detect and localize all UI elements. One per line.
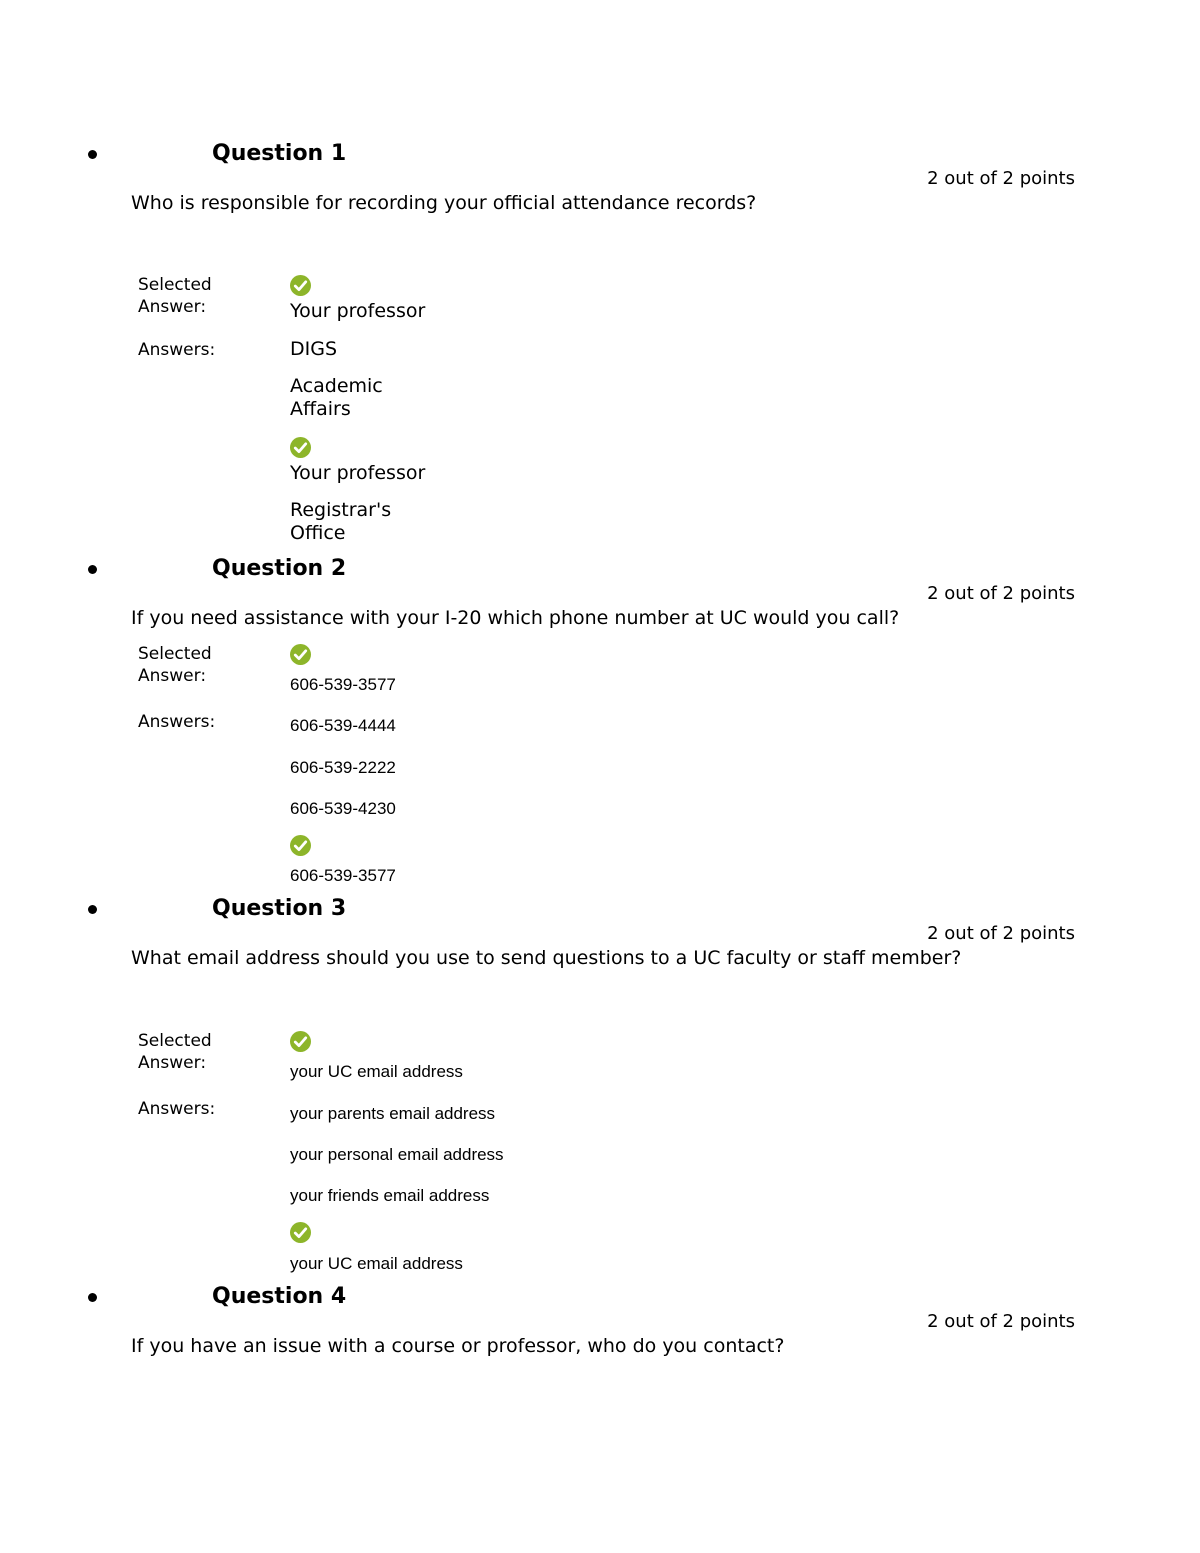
question-title: Question 2 bbox=[212, 556, 347, 581]
answer-option: Academic Affairs bbox=[290, 375, 383, 420]
answer-option: 606-539-4444 bbox=[290, 716, 396, 735]
correct-check-icon bbox=[290, 644, 311, 665]
correct-check-icon bbox=[290, 1031, 311, 1052]
answer-option: your parents email address bbox=[290, 1104, 496, 1123]
answer-option: your friends email address bbox=[290, 1186, 490, 1205]
selected-answer-label: Selected Answer: bbox=[138, 275, 212, 317]
answer-option: Registrar's Office bbox=[290, 499, 392, 544]
answer-option: 606-539-2222 bbox=[290, 758, 396, 777]
correct-check-icon bbox=[290, 835, 311, 856]
question-text: Who is responsible for recording your official attendance records? bbox=[131, 192, 757, 214]
question-title: Question 4 bbox=[212, 1284, 347, 1309]
selected-answer: Your professor bbox=[290, 300, 426, 322]
selected-answer-label: Selected Answer: bbox=[138, 644, 212, 686]
answer-option: DIGS bbox=[290, 338, 338, 360]
question-text: If you need assistance with your I-20 which phone number at UC would you call? bbox=[131, 607, 900, 629]
question-title: Question 1 bbox=[212, 141, 347, 166]
points-score: 2 out of 2 points bbox=[927, 1311, 1075, 1332]
answer-option: 606-539-4230 bbox=[290, 799, 396, 818]
bullet bbox=[88, 1293, 97, 1302]
points-score: 2 out of 2 points bbox=[927, 168, 1075, 189]
question-title: Question 3 bbox=[212, 896, 347, 921]
answer-option: your personal email address bbox=[290, 1145, 504, 1164]
correct-check-icon bbox=[290, 275, 311, 296]
bullet bbox=[88, 905, 97, 914]
selected-answer: 606-539-3577 bbox=[290, 675, 396, 694]
correct-check-icon bbox=[290, 437, 311, 458]
answer-option: your UC email address bbox=[290, 1254, 463, 1273]
answers-label: Answers: bbox=[138, 1099, 216, 1119]
points-score: 2 out of 2 points bbox=[927, 583, 1075, 604]
answer-option: Your professor bbox=[290, 462, 426, 484]
selected-answer: your UC email address bbox=[290, 1062, 463, 1081]
answers-label: Answers: bbox=[138, 340, 216, 360]
points-score: 2 out of 2 points bbox=[927, 923, 1075, 944]
correct-check-icon bbox=[290, 1222, 311, 1243]
bullet bbox=[88, 150, 97, 159]
question-text: If you have an issue with a course or professor, who do you contact? bbox=[131, 1335, 785, 1357]
answer-option: 606-539-3577 bbox=[290, 866, 396, 885]
answers-label: Answers: bbox=[138, 712, 216, 732]
selected-answer-label: Selected Answer: bbox=[138, 1031, 212, 1073]
question-text: What email address should you use to send questions to a UC faculty or staff member? bbox=[131, 947, 962, 969]
bullet bbox=[88, 565, 97, 574]
